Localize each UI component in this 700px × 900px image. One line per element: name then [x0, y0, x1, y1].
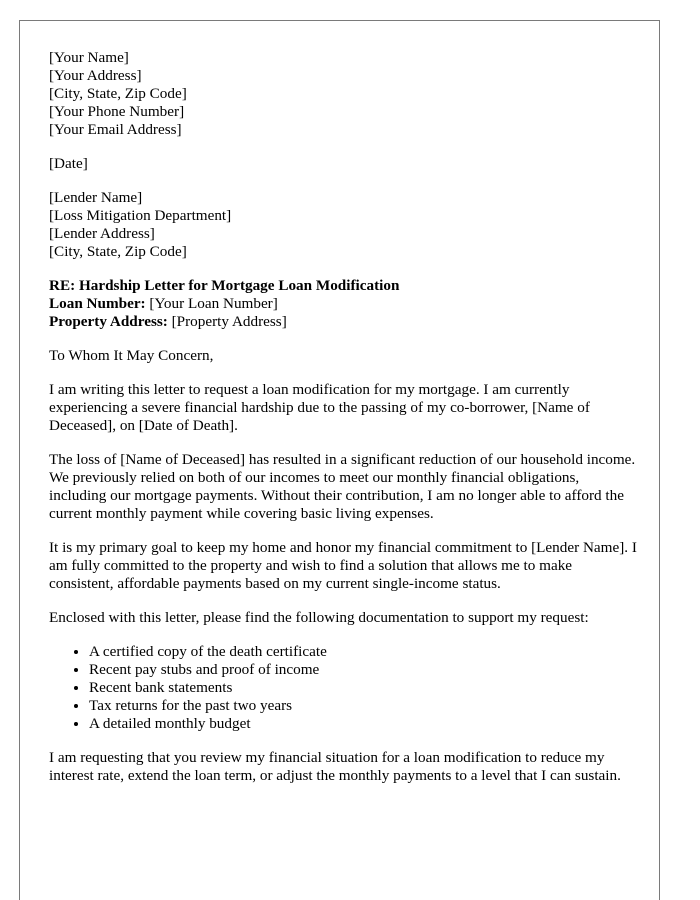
lender-department: [Loss Mitigation Department] [49, 207, 232, 224]
lender-address: [Lender Address] [49, 225, 155, 242]
subject-line: RE: Hardship Letter for Mortgage Loan Modification [49, 277, 400, 294]
list-item: • A detailed monthly budget [89, 715, 639, 733]
documents-list [49, 643, 639, 733]
body-paragraph-3: It is my primary goal to keep my home and honor my financial commitment to [Lender Name]. I am fully committed to the property and wish to find a solution that allows me to make consistent, affordable payments based on my current single-income status. [49, 539, 637, 592]
list-item: • Recent pay stubs and proof of income [89, 661, 639, 679]
list-item: • A certified copy of the death certificate [89, 643, 639, 661]
letter-page [19, 20, 660, 900]
salutation: To Whom It May Concern, [49, 347, 214, 364]
date-block [49, 155, 639, 173]
sender-address: [Your Address] [49, 67, 142, 84]
list-item: • Tax returns for the past two years [89, 697, 639, 715]
lender-city-state-zip: [City, State, Zip Code] [49, 243, 187, 260]
loan-number-label: Loan Number: [49, 295, 146, 312]
closing-paragraph: I am requesting that you review my financial situation for a loan modification to reduce my interest rate, extend the loan term, or adjust the monthly payments to a level that I can sustain. [49, 749, 621, 784]
sender-email: [Your Email Address] [49, 121, 182, 138]
recipient-block [49, 189, 639, 261]
property-address-label: Property Address: [49, 313, 168, 330]
list-item: • Recent bank statements [89, 679, 639, 697]
body-paragraph-1: I am writing this letter to request a loan modification for my mortgage. I am currently experiencing a severe financial hardship due to the passing of my co-borrower, [Name of Deceased], on [Date of Death]. [49, 381, 590, 434]
lender-name: [Lender Name] [49, 189, 143, 206]
property-address-value: [Property Address] [167, 313, 287, 330]
property-address-line [49, 313, 639, 331]
loan-number-value: [Your Loan Number] [145, 295, 278, 312]
sender-block [49, 49, 639, 139]
sender-name: [Your Name] [49, 49, 129, 66]
sender-phone: [Your Phone Number] [49, 103, 185, 120]
subject-block [49, 277, 639, 331]
body-paragraph-4: Enclosed with this letter, please find the following documentation to support my request: [49, 609, 589, 626]
body-paragraph-2: The loss of [Name of Deceased] has resulted in a significant reduction of our household income. We previously relied on both of our incomes to meet our monthly financial obligations, including our mortgage payments. Without their contribution, I am no longer able to afford the current monthly payment while covering basic living expenses. [49, 451, 636, 522]
sender-city-state-zip: [City, State, Zip Code] [49, 85, 187, 102]
loan-number-line [49, 295, 639, 313]
letter-date: [Date] [49, 155, 88, 172]
